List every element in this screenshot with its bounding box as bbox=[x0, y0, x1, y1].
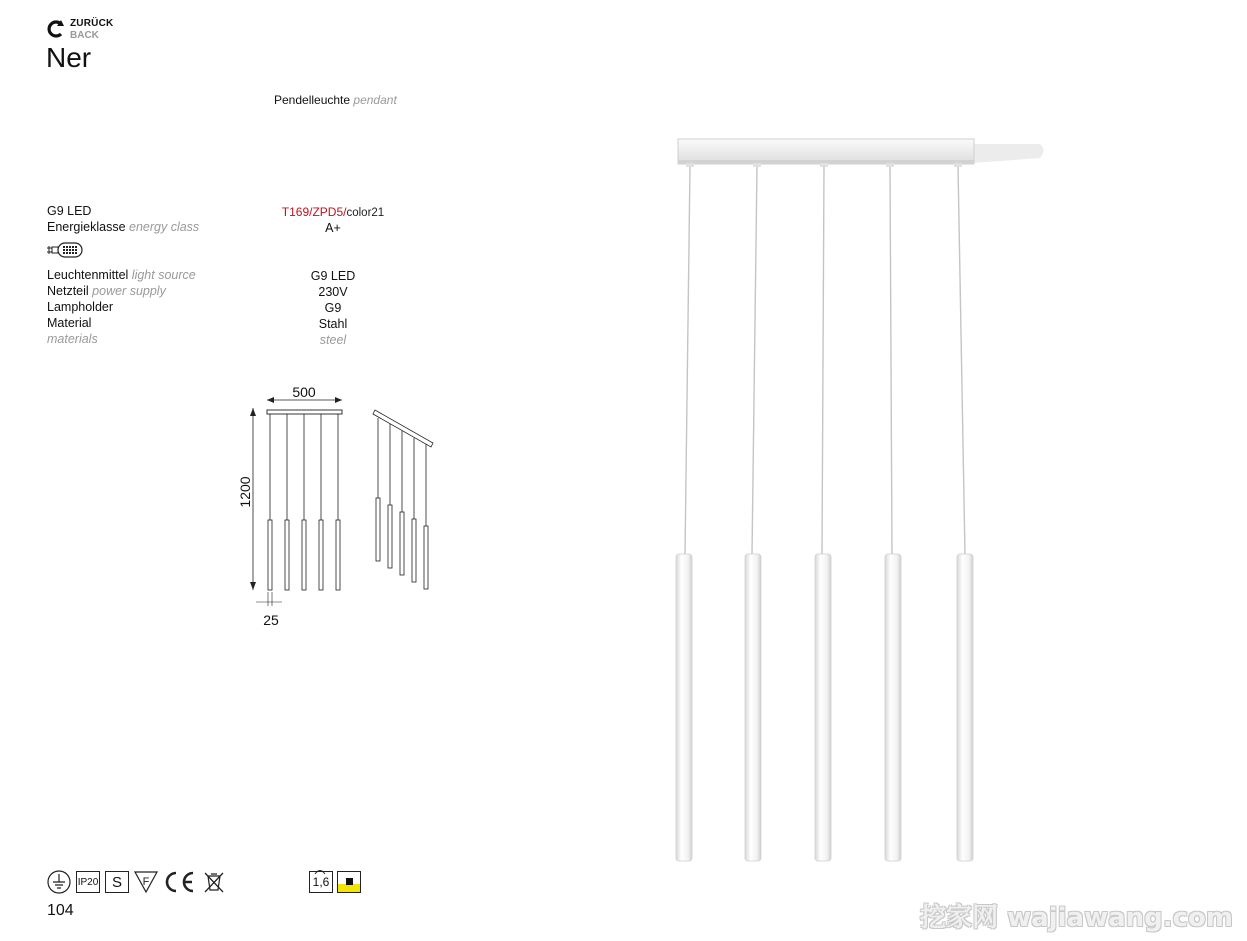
energy-class-label bbox=[47, 219, 199, 235]
product-code-color: color21 bbox=[346, 207, 385, 219]
energy-class-label-en: energy class bbox=[129, 220, 200, 234]
lampholder-label: Lampholder bbox=[47, 300, 114, 314]
material-label-en: materials bbox=[47, 332, 98, 346]
ip-rating-badge: IP20 bbox=[76, 871, 100, 893]
light-source-label-de: Leuchtenmittel bbox=[47, 268, 129, 282]
product-type bbox=[274, 93, 397, 107]
f-mark-label: F bbox=[142, 876, 150, 888]
back-link[interactable] bbox=[46, 17, 126, 43]
light-source-label-en: light source bbox=[131, 268, 196, 282]
ground-icon bbox=[46, 869, 72, 895]
product-type-de: Pendelleuchte bbox=[274, 93, 351, 107]
product-code-main: T169/ZPD5/ bbox=[281, 205, 347, 219]
dimension-drawing bbox=[230, 380, 445, 630]
lampholder-value: G9 bbox=[324, 301, 342, 315]
energy-class-value: A+ bbox=[325, 221, 341, 235]
width-dimension-label: 500 bbox=[292, 384, 316, 400]
power-supply-value: 230V bbox=[318, 285, 348, 299]
s-mark-badge: S bbox=[105, 871, 129, 893]
height-dimension-label: 1200 bbox=[237, 476, 253, 508]
light-source-label bbox=[47, 267, 196, 283]
f-mark-icon bbox=[133, 869, 159, 895]
material-value-en: steel bbox=[319, 333, 347, 347]
energy-class-label-de: Energieklasse bbox=[47, 220, 126, 234]
power-supply-label-en: power supply bbox=[92, 284, 166, 298]
energy-label-icon bbox=[337, 871, 361, 893]
back-arrow-icon bbox=[46, 19, 66, 39]
power-supply-label bbox=[47, 283, 166, 299]
led-bulb-icon bbox=[46, 241, 84, 259]
page-title: Ner bbox=[46, 42, 92, 73]
weight-badge: 1,6 bbox=[309, 871, 333, 893]
page-number: 104 bbox=[47, 902, 74, 919]
back-label-en: BACK bbox=[70, 30, 99, 41]
power-supply-label-de: Netzteil bbox=[47, 284, 89, 298]
light-source-value: G9 LED bbox=[310, 269, 356, 283]
back-label-de: ZURÜCK bbox=[70, 18, 114, 29]
product-photo bbox=[665, 130, 1055, 870]
product-type-en: pendant bbox=[353, 93, 397, 107]
diameter-dimension-label: 25 bbox=[263, 612, 279, 628]
ce-mark-icon bbox=[161, 869, 197, 895]
watermark: 挖家网 wajiawang.com bbox=[920, 903, 1233, 933]
product-code bbox=[273, 204, 393, 221]
material-label: Material bbox=[47, 316, 92, 330]
weee-bin-icon bbox=[201, 869, 227, 895]
material-value: Stahl bbox=[318, 317, 348, 331]
led-label: G9 LED bbox=[47, 204, 92, 218]
